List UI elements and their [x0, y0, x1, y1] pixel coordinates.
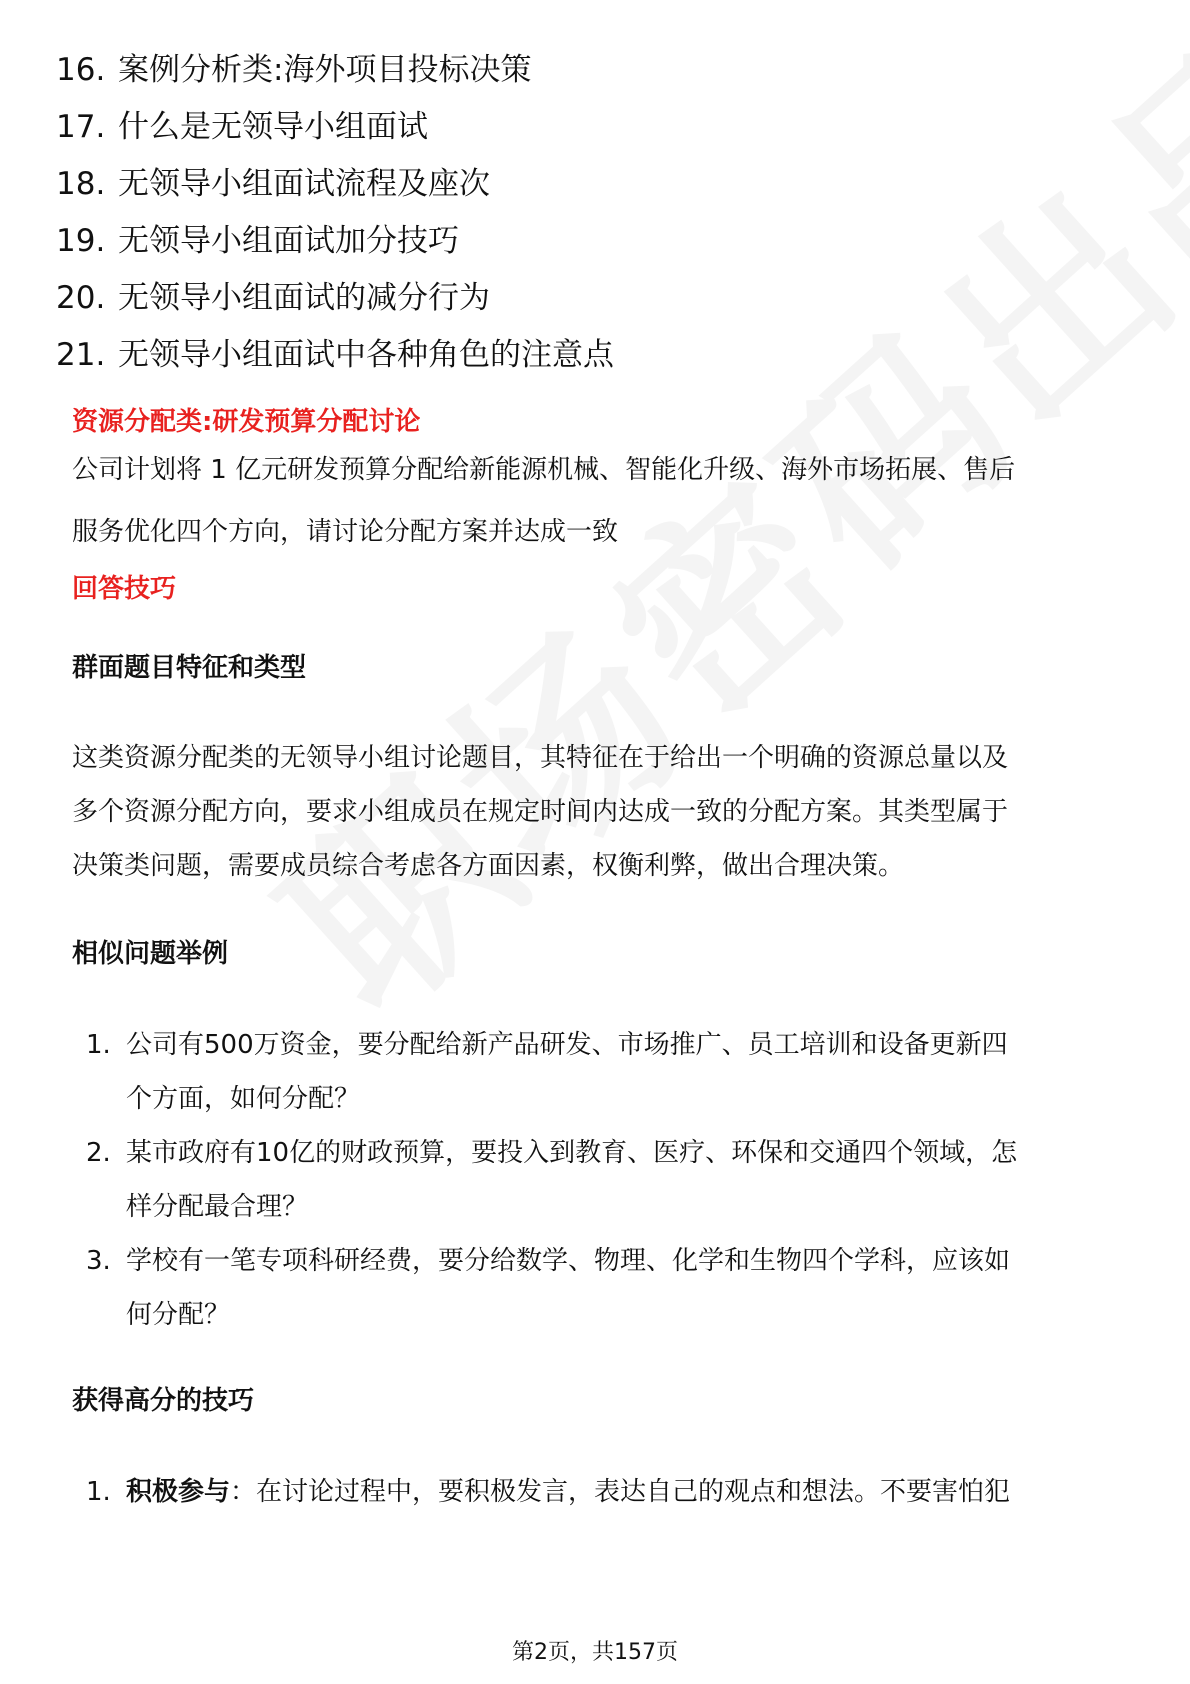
list-item-line: 某市政府有10亿的财政预算，要投入到教育、医疗、环保和交通四个领域，怎: [126, 1138, 1018, 1168]
paragraph-line: 多个资源分配方向，要求小组成员在规定时间内达成一致的分配方案。其类型属于: [72, 797, 1009, 827]
list-item-line: [126, 1472, 1010, 1532]
toc-item-number: 20.: [56, 280, 106, 316]
toc-item-title: 无领导小组面试流程及座次: [118, 166, 490, 202]
features-paragraph: [72, 738, 1122, 900]
answer-tips-label: 回答技巧: [72, 574, 177, 604]
list-item-number: 3.: [86, 1246, 111, 1276]
paragraph-line: 这类资源分配类的无领导小组讨论题目，其特征在于给出一个明确的资源总量以及: [72, 743, 1009, 773]
question-line: 公司计划将 1 亿元研发预算分配给新能源机械、智能化升级、海外市场拓展、售后: [72, 455, 1016, 485]
toc-item-title: 无领导小组面试加分技巧: [118, 223, 459, 259]
list-item-text: [126, 1133, 1017, 1247]
toc-item-title: 什么是无领导小组面试: [118, 109, 428, 145]
section-title: 资源分配类:研发预算分配讨论: [72, 407, 421, 437]
toc-item-title: 无领导小组面试的减分行为: [118, 280, 490, 316]
list-item-line: 学校有一笔专项科研经费，要分给数学、物理、化学和生物四个学科，应该如: [126, 1246, 1011, 1276]
list-item-number: 2.: [86, 1138, 111, 1168]
tips-heading: 获得高分的技巧: [72, 1386, 255, 1416]
list-item-line: 何分配？: [126, 1300, 231, 1330]
toc-item-title: 无领导小组面试中各种角色的注意点: [118, 337, 614, 373]
features-heading: 群面题目特征和类型: [72, 653, 307, 683]
toc-item-18[interactable]: [56, 164, 490, 204]
examples-heading: 相似问题举例: [72, 939, 229, 969]
toc-item-number: 19.: [56, 223, 106, 259]
toc-item-number: 16.: [56, 52, 106, 88]
toc-item-number: 17.: [56, 109, 106, 145]
list-item-text: [126, 1025, 1008, 1139]
list-item-text: [126, 1241, 1010, 1355]
page-number-footer: 第2页，共157页: [512, 1640, 678, 1665]
question-text: [72, 450, 1122, 574]
tip-description: ：在讨论过程中，要积极发言，表达自己的观点和想法。不要害怕犯: [230, 1477, 1011, 1507]
toc-item-title: 案例分析类:海外项目投标决策: [118, 52, 532, 88]
toc-item-number: 18.: [56, 166, 106, 202]
toc-item-16[interactable]: [56, 50, 531, 90]
toc-item-17[interactable]: [56, 107, 428, 147]
tip-keyword: 积极参与: [126, 1477, 231, 1507]
list-item-line: 公司有500万资金，要分配给新产品研发、市场推广、员工培训和设备更新四: [126, 1030, 1008, 1060]
toc-item-21[interactable]: [56, 335, 614, 375]
question-line: 服务优化四个方向，请讨论分配方案并达成一致: [72, 517, 619, 547]
toc-item-number: 21.: [56, 337, 106, 373]
list-item-number: 1.: [86, 1030, 111, 1060]
paragraph-line: 决策类问题，需要成员综合考虑各方面因素，权衡利弊，做出合理决策。: [72, 851, 905, 881]
list-item-line: 个方面，如何分配？: [126, 1084, 361, 1114]
toc-item-20[interactable]: [56, 278, 490, 318]
list-item-text: [126, 1472, 1010, 1532]
toc-item-19[interactable]: [56, 221, 459, 261]
list-item-number: 1.: [86, 1477, 111, 1507]
list-item-line: 样分配最合理？: [126, 1192, 309, 1222]
